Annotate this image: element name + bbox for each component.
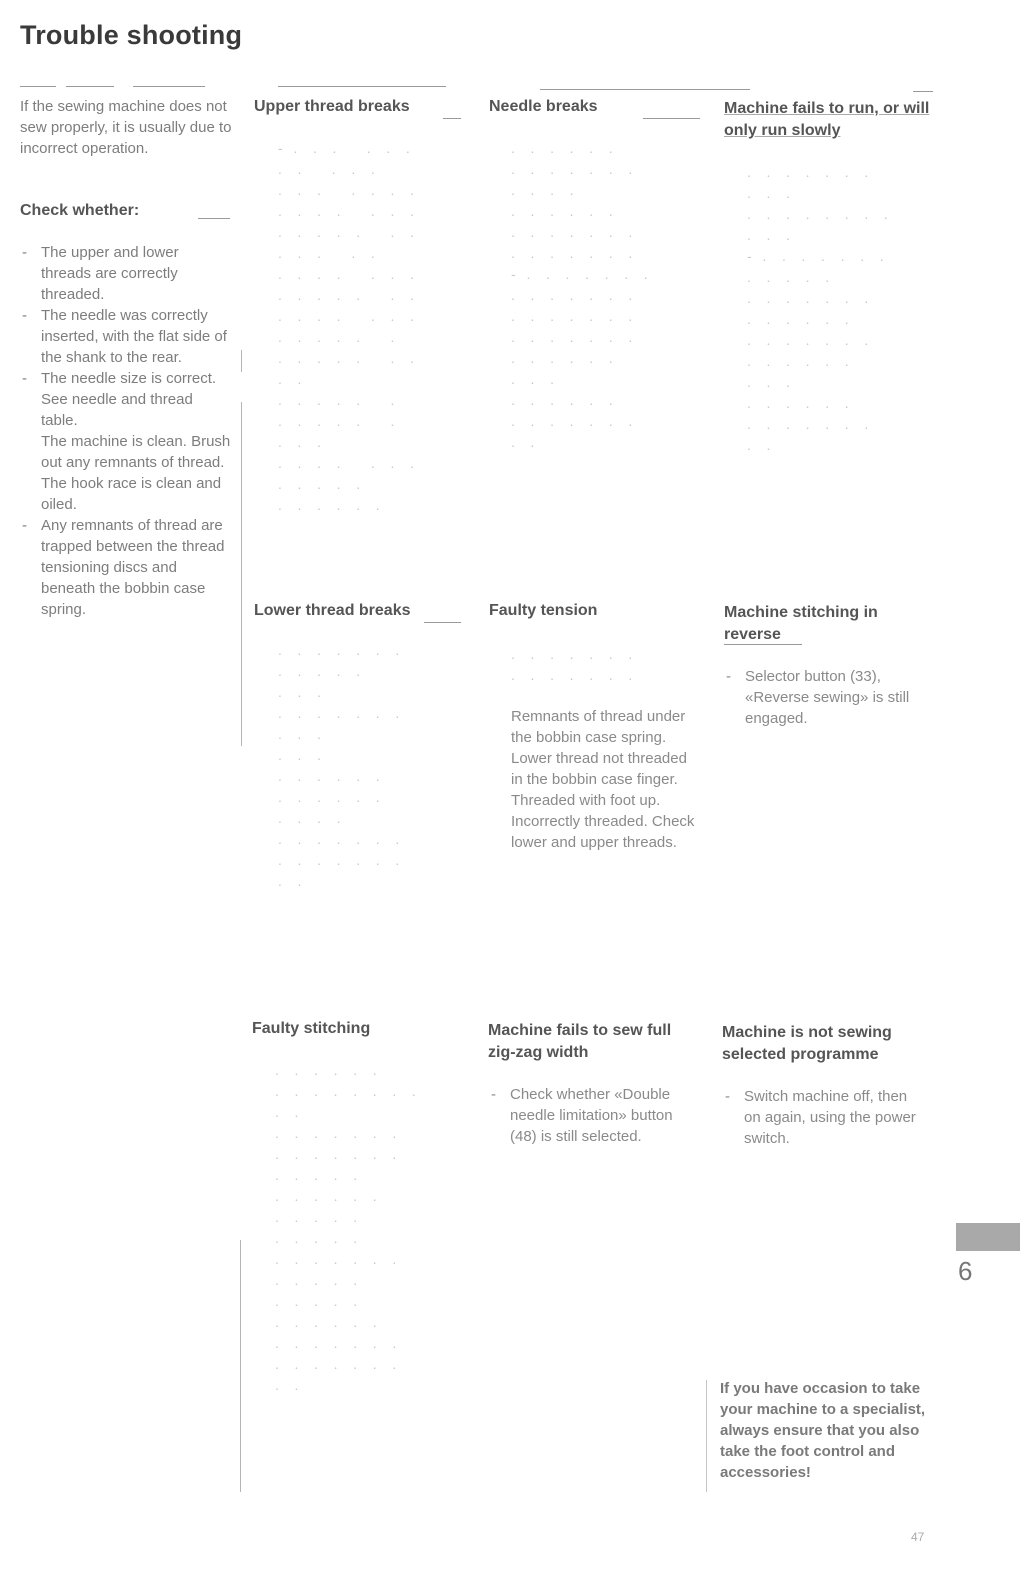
list-item: The machine is clean. Brush out any remnants of thread. — [41, 433, 231, 471]
note-bar — [706, 1380, 707, 1492]
reverse-list — [724, 666, 919, 729]
header-rule — [133, 86, 205, 87]
list-item: - Check whether «Double needle limitation» button (48) is still selected. — [491, 1086, 673, 1145]
list-item: - Selector button (33), «Reverse sewing» is still engaged. — [726, 668, 910, 727]
faded-text: . . . . . . . . . . . . . . . . . . . . . . . . . . . . . . . . . . . . . - . . . . . . . . . . . . . . . . . . . . . . . . . . . . . . . . . . . . . . . . . . . . . . . . . . . . — [511, 140, 649, 450]
faded-text: . . . . . . . . . . . . . . — [511, 646, 634, 683]
text-line: Threaded with foot up. — [511, 792, 661, 809]
header-rule — [540, 89, 750, 90]
chapter-number: 6 — [958, 1256, 973, 1286]
text-line: Incorrectly threaded. Check lower and upper threads. — [511, 813, 695, 851]
list-item: - Switch machine off, then on again, using the power switch. — [725, 1088, 916, 1147]
section-heading-not-sewing-programme: Machine is not sewing selected programme — [722, 1024, 892, 1063]
section-heading-upper-thread-breaks: Upper thread breaks — [254, 98, 410, 115]
margin-line — [240, 1240, 241, 1492]
faded-text: . . . . . . . . . . . . . . . . . . . . . - . . . . . . . . . . . . . . . . . . . . . . . . . . . . . . . . . . . . . . . . . . . . . . . . . . . . . . . . — [747, 164, 889, 453]
check-list — [20, 242, 232, 620]
check-heading-rule — [198, 218, 230, 219]
intro-text: If the sewing machine does not sew properly, it is usually due to incorrect operation. — [20, 98, 232, 157]
section-heading-faulty-stitching: Faulty stitching — [252, 1020, 371, 1037]
list-item: - The upper and lower threads are correctly threaded. — [22, 244, 179, 303]
faulty-tension-text — [511, 706, 701, 853]
specialist-note — [706, 1378, 931, 1483]
list-item: - The needle was correctly inserted, with the flat side of the shank to the rear. — [22, 307, 227, 366]
text-line: Lower thread not threaded in the bobbin case finger. — [511, 750, 687, 788]
margin-line — [241, 402, 242, 746]
list-item: - Any remnants of thread are trapped between the thread tensioning discs and beneath the bobbin case spring. — [22, 517, 225, 618]
faded-text: . . . . . . . . . . . . . . . . . . . . . . . . . . . . . . . . . . . . . . . . . . . . . . . . . . . . . . . . . . . . — [278, 642, 401, 889]
section-heading-machine-stitching-reverse: Machine stitching in reverse — [724, 604, 878, 643]
section-heading-rule — [424, 622, 461, 623]
text-line: Remnants of thread under the bobbin case spring. — [511, 708, 686, 746]
faded-text: - . . . . . . . . . . . . . . . . . . . . . . . . . . . . . . . . . . . . . . . . . . . . . . . . . . . . . . . . . . . . . . . . . . . . . . . . . . . . . . . . . . . . . . . . . . . . . . . . . . . . . . . . . . — [278, 140, 415, 513]
section-heading-needle-breaks: Needle breaks — [489, 98, 598, 115]
list-item: The hook race is clean and oiled. — [41, 475, 222, 513]
section-heading-rule — [443, 118, 461, 119]
section-heading-machine-fails-to-run: Machine fails to run, or will only run slowly — [724, 100, 930, 139]
section-heading-fails-full-zigzag: Machine fails to sew full zig-zag width — [488, 1022, 672, 1061]
check-heading: Check whether: — [20, 202, 140, 219]
header-rule — [278, 86, 446, 87]
header-rule — [913, 91, 933, 92]
faded-text: . . . . . . . . . . . . . . . . . . . . . . . . . . . . . . . . . . . . . . . . . . . . . . . . . . . . . . . . . . . . . . . . . . . . . . . . . . . . . . . . . . . . . . . . . . — [275, 1062, 417, 1393]
section-heading-faulty-tension: Faulty tension — [489, 602, 598, 619]
list-item: - The needle size is correct. See needle and thread table. — [22, 370, 217, 429]
header-rule — [66, 86, 114, 87]
chapter-tab — [956, 1223, 1020, 1251]
margin-line — [241, 350, 242, 372]
programme-list — [723, 1086, 918, 1149]
note-text: If you have occasion to take your machine to a specialist, always ensure that you also take the foot control and accessories! — [720, 1380, 926, 1481]
page-title: Trouble shooting — [20, 20, 243, 50]
header-rule — [20, 86, 56, 87]
zigzag-list — [489, 1084, 679, 1147]
section-heading-lower-thread-breaks: Lower thread breaks — [254, 602, 411, 619]
section-heading-rule — [724, 644, 802, 645]
section-heading-rule — [643, 118, 700, 119]
page-number: 47 — [911, 1530, 925, 1544]
